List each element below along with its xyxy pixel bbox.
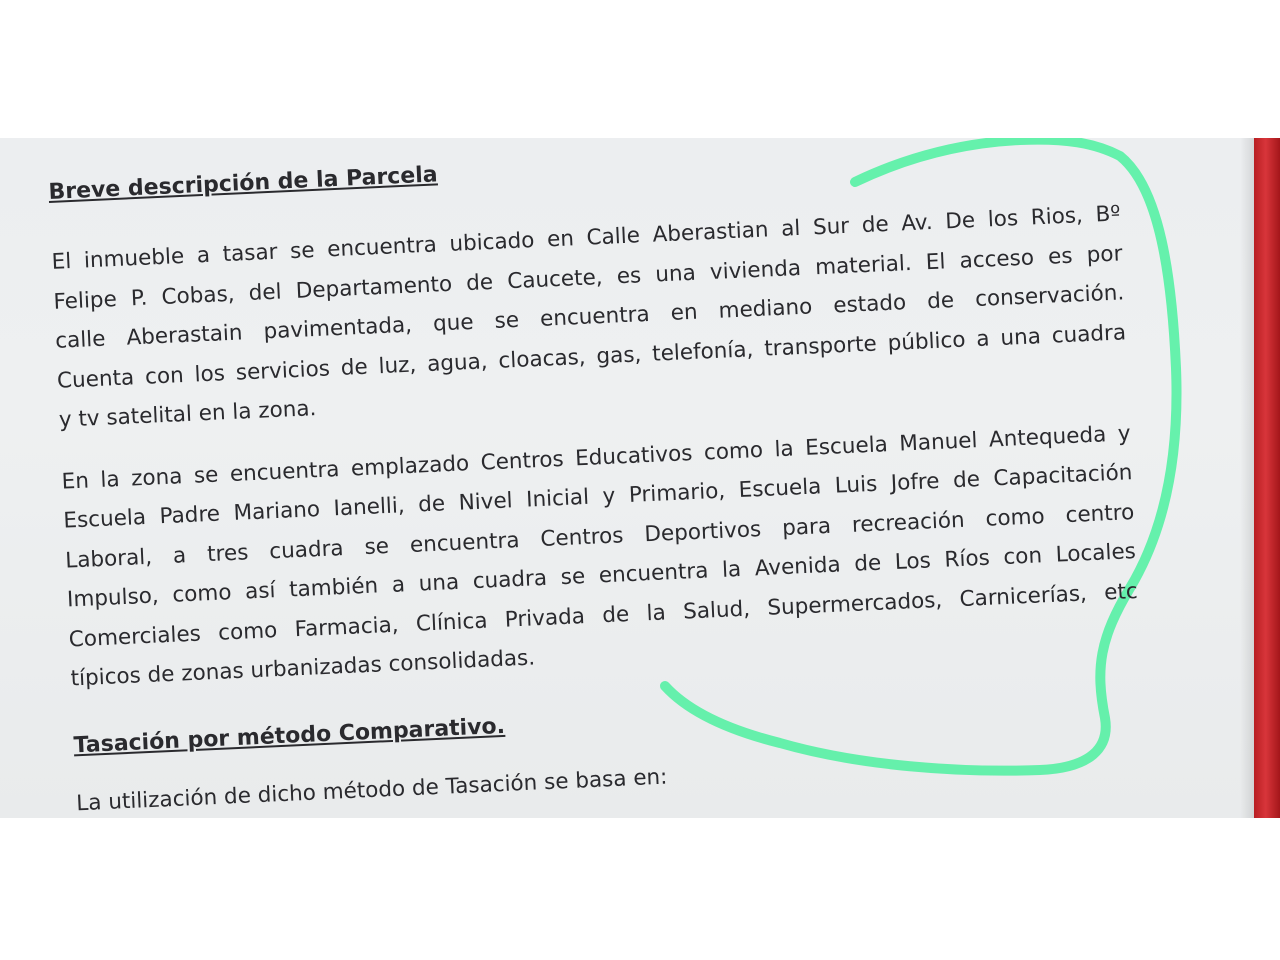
text-line: Comerciales como Farmacia, Clínica Privada de la Salud, Supermercados, Carnicerías, etc xyxy=(68,578,1139,653)
text-line: Cuenta con los servicios de luz, agua, cloacas, gas, telefonía, transporte público a una cuadra xyxy=(56,319,1127,394)
text-line: La utilización de dicho método de Tasación se basa en: xyxy=(75,764,668,816)
text-line: Laboral, a tres cuadra se encuentra Centros Deportivos para recreación como centro xyxy=(64,499,1135,574)
text-line: y tv satelital en la zona. xyxy=(58,396,317,433)
paragraph-description xyxy=(51,194,1129,440)
page-edge-shadow xyxy=(1240,138,1254,818)
section-heading-parcela: Breve descripción de la Parcela xyxy=(48,162,439,205)
text-line: Escuela Padre Mariano Ianelli, de Nivel Inicial y Primario, Escuela Luis Jofre de Capacitación xyxy=(62,460,1133,534)
paragraph-zone xyxy=(61,414,1141,699)
text-line: Impulso, como así también a una cuadra se encuentra la Avenida de Los Ríos con Locales xyxy=(66,539,1137,613)
text-line: calle Aberastain pavimentada, que se encuentra en mediano estado de conservación. xyxy=(54,280,1125,354)
text-line: Felipe P. Cobas, del Departamento de Caucete, es una vivienda material. El acceso es por xyxy=(52,240,1123,315)
document-page xyxy=(48,138,1146,818)
text-line: El inmueble a tasar se encuentra ubicado en Calle Aberastian al Sur de Av. De los Rios, Bº xyxy=(51,201,1121,275)
section-heading-tasacion: Tasación por método Comparativo. xyxy=(73,713,506,758)
text-line: En la zona se encuentra emplazado Centros Educativos como la Escuela Manuel Antequeda y xyxy=(61,420,1132,495)
document-photo xyxy=(0,138,1280,818)
red-binder-edge xyxy=(1254,138,1280,818)
text-line: típicos de zonas urbanizadas consolidadas. xyxy=(70,645,536,692)
